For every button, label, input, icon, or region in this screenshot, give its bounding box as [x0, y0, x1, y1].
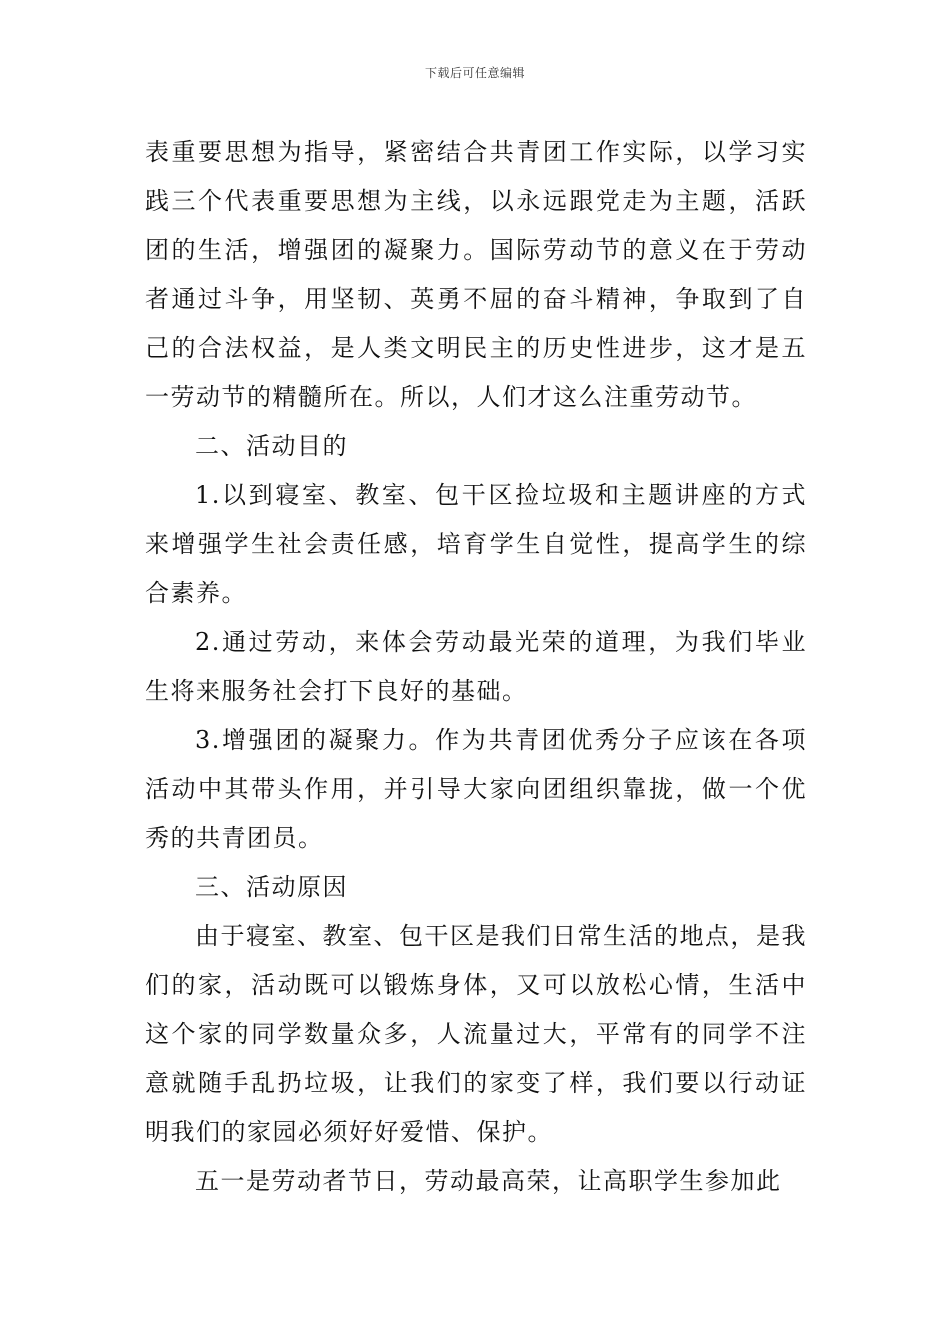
section-heading-activity-reason: 三、活动原因	[195, 873, 348, 901]
purpose-item-1: 1.以到寝室、教室、包干区捡垃圾和主题讲座的方式来增强学生社会责任感，培育学生自觉性，提高学生的综合素养。	[145, 481, 807, 607]
section-heading-activity-purpose: 二、活动目的	[195, 432, 348, 460]
purpose-item-2: 2.通过劳动，来体会劳动最光荣的道理，为我们毕业生将来服务社会打下良好的基础。	[145, 628, 807, 705]
page-header-note: 下载后可任意编辑	[424, 66, 525, 80]
purpose-item-3: 3.增强团的凝聚力。作为共青团优秀分子应该在各项活动中其带头作用，并引导大家向团组织靠拢，做一个优秀的共青团员。	[145, 726, 807, 852]
paragraph-continuation: 表重要思想为指导，紧密结合共青团工作实际，以学习实践三个代表重要思想为主线，以永远跟党走为主题，活跃团的生活，增强团的凝聚力。国际劳动节的意义在于劳动者通过斗争，用坚韧、英勇不屈的奋斗精神，争取到了自己的合法权益，是人类文明民主的历史性进步，这才是五一劳动节的精髓所在。所以，人们才这么注重劳动节。	[145, 138, 807, 411]
reason-paragraph: 由于寝室、教室、包干区是我们日常生活的地点，是我们的家，活动既可以锻炼身体，又可以放松心情，生活中这个家的同学数量众多，人流量过大，平常有的同学不注意就随手乱扔垃圾，让我们的家变了样，我们要以行动证明我们的家园必须好好爱惜、保护。	[145, 922, 807, 1146]
document-body	[145, 128, 807, 1206]
closing-paragraph: 五一是劳动者节日，劳动最高荣，让高职学生参加此	[195, 1167, 782, 1195]
